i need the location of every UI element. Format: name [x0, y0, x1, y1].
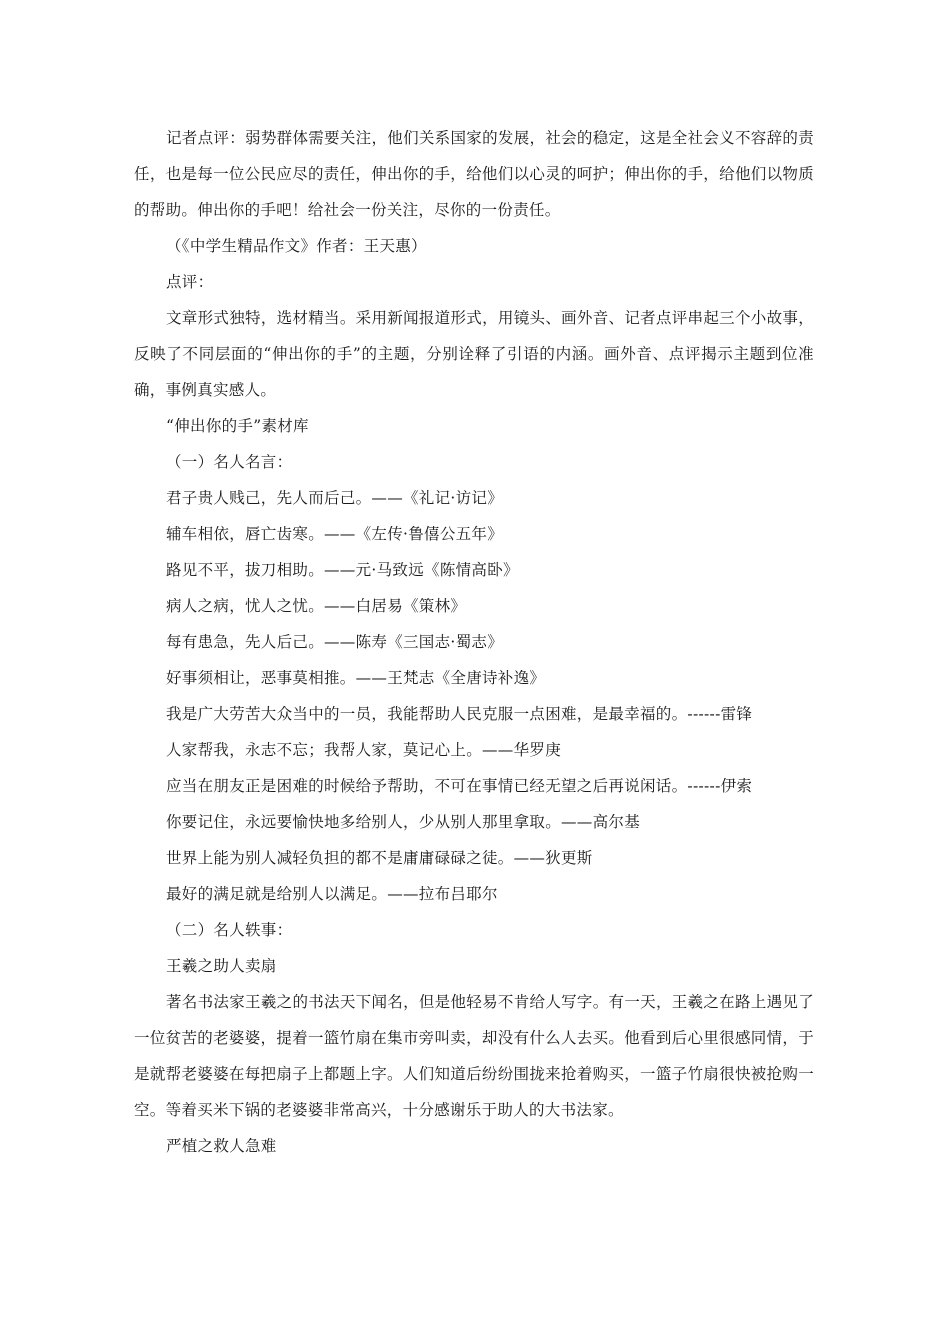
- quote-item: 最好的满足就是给别人以满足。——拉布吕耶尔: [166, 885, 498, 903]
- quote-item: 路见不平，拔刀相助。——元·马致远《陈情高卧》: [166, 561, 519, 579]
- quote-item: 世界上能为别人减轻负担的都不是庸庸碌碌之徒。——狄更斯: [166, 849, 593, 867]
- story-title: 严植之救人急难: [166, 1137, 277, 1155]
- quote-item: 你要记住，永远要愉快地多给别人，少从别人那里拿取。——高尔基: [166, 813, 641, 831]
- quote-item: 每有患急，先人后己。——陈寿《三国志·蜀志》: [166, 633, 504, 651]
- reporter-comment-paragraph: 记者点评：弱势群体需要关注，他们关系国家的发展，社会的稳定，这是全社会义不容辞的责任，也是每一位公民应尽的责任，伸出你的手，给他们以心灵的呵护；伸出你的手，给他们以物质的帮助。伸出你的手吧！给社会一份关注，尽你的一份责任。: [134, 129, 814, 219]
- story-title: 王羲之助人卖扇: [166, 957, 277, 975]
- source-line: （《中学生精品作文》作者：王天惠）: [166, 237, 427, 255]
- section-anecdotes-title: （二）名人轶事：: [166, 921, 293, 939]
- quotes-list: [134, 480, 814, 912]
- quote-item: 好事须相让，恶事莫相推。——王梵志《全唐诗补逸》: [166, 669, 546, 687]
- quote-item: 人家帮我，永志不忘；我帮人家，莫记心上。——华罗庚: [166, 741, 562, 759]
- quote-item: 君子贵人贱己，先人而后己。——《礼记·访记》: [166, 489, 504, 507]
- quote-item: 应当在朋友正是困难的时候给予帮助，不可在事情已经无望之后再说闲话。------伊索: [166, 777, 753, 795]
- section-quotes-title: （一）名人名言：: [166, 453, 293, 471]
- library-title: “伸出你的手”素材库: [166, 417, 309, 435]
- quote-item: 辅车相依，唇亡齿寒。——《左传·鲁僖公五年》: [166, 525, 504, 543]
- review-label: 点评：: [166, 273, 214, 291]
- review-paragraph: 文章形式独特，选材精当。采用新闻报道形式，用镜头、画外音、记者点评串起三个小故事，反映了不同层面的“伸出你的手”的主题，分别诠释了引语的内涵。画外音、点评揭示主题到位准确，事例真实感人。: [134, 309, 814, 399]
- document-page: [134, 120, 814, 1164]
- quote-item: 病人之病，忧人之忧。——白居易《策林》: [166, 597, 467, 615]
- quote-item: 我是广大劳苦大众当中的一员，我能帮助人民克服一点困难，是最幸福的。------雷锋: [166, 705, 753, 723]
- story-paragraph: 著名书法家王羲之的书法天下闻名，但是他轻易不肯给人写字。有一天，王羲之在路上遇见了一位贫苦的老婆婆，提着一篮竹扇在集市旁叫卖，却没有什么人去买。他看到后心里很感同情，于是就帮老婆婆在每把扇子上都题上字。人们知道后纷纷围拢来抢着购买，一篮子竹扇很快被抢购一空。等着买米下锅的老婆婆非常高兴，十分感谢乐于助人的大书法家。: [134, 993, 814, 1119]
